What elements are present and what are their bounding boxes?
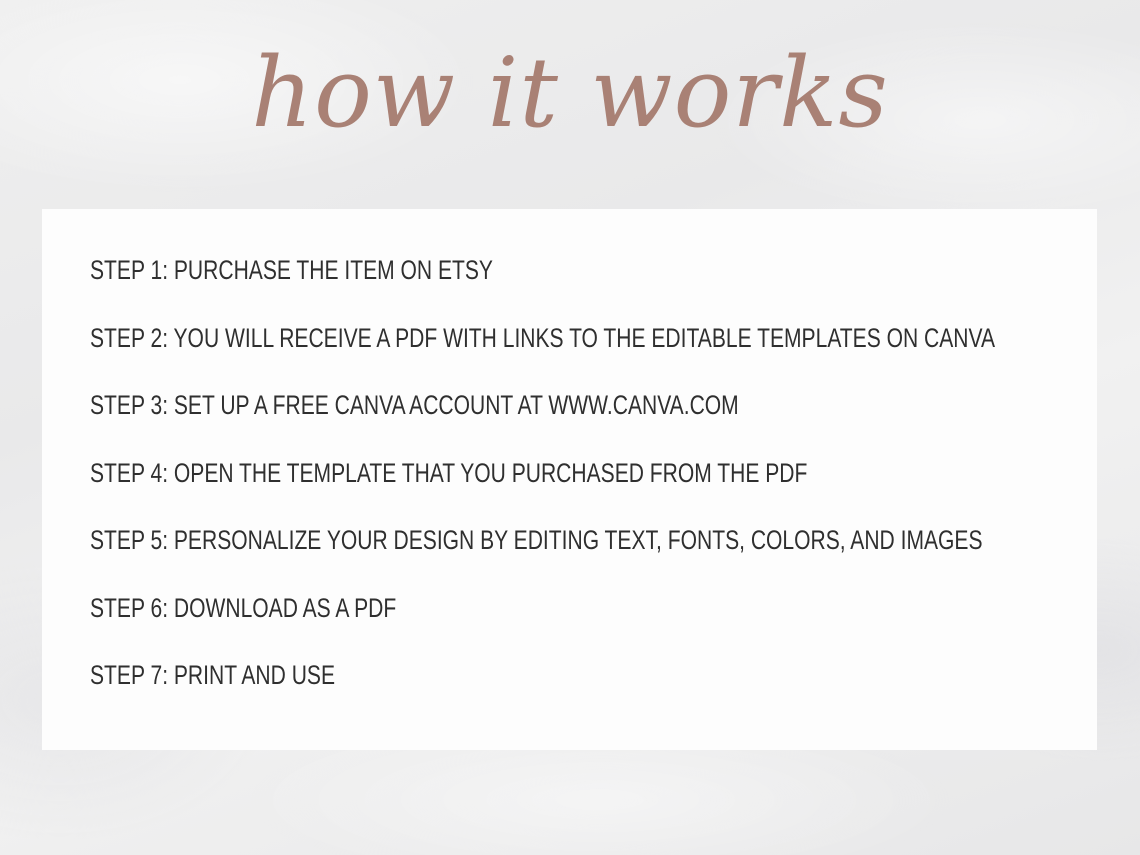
instructions-card: [42, 209, 1097, 750]
steps-list: [90, 247, 1140, 720]
step-6: STEP 6: DOWNLOAD AS A PDF: [90, 592, 397, 623]
page-title: how it works: [251, 37, 889, 149]
step-2: STEP 2: YOU WILL RECEIVE A PDF WITH LINKS TO THE EDITABLE TEMPLATES ON CANVA: [90, 322, 996, 353]
step-3: STEP 3: SET UP A FREE CANVA ACCOUNT AT WWW.CANVA.COM: [90, 390, 739, 420]
step-4: STEP 4: OPEN THE TEMPLATE THAT YOU PURCHASED FROM THE PDF: [90, 457, 808, 488]
step-7: STEP 7: PRINT AND USE: [90, 660, 336, 690]
step-1: STEP 1: PURCHASE THE ITEM ON ETSY: [90, 255, 493, 285]
step-5: STEP 5: PERSONALIZE YOUR DESIGN BY EDITING TEXT, FONTS, COLORS, AND IMAGES: [90, 525, 983, 555]
